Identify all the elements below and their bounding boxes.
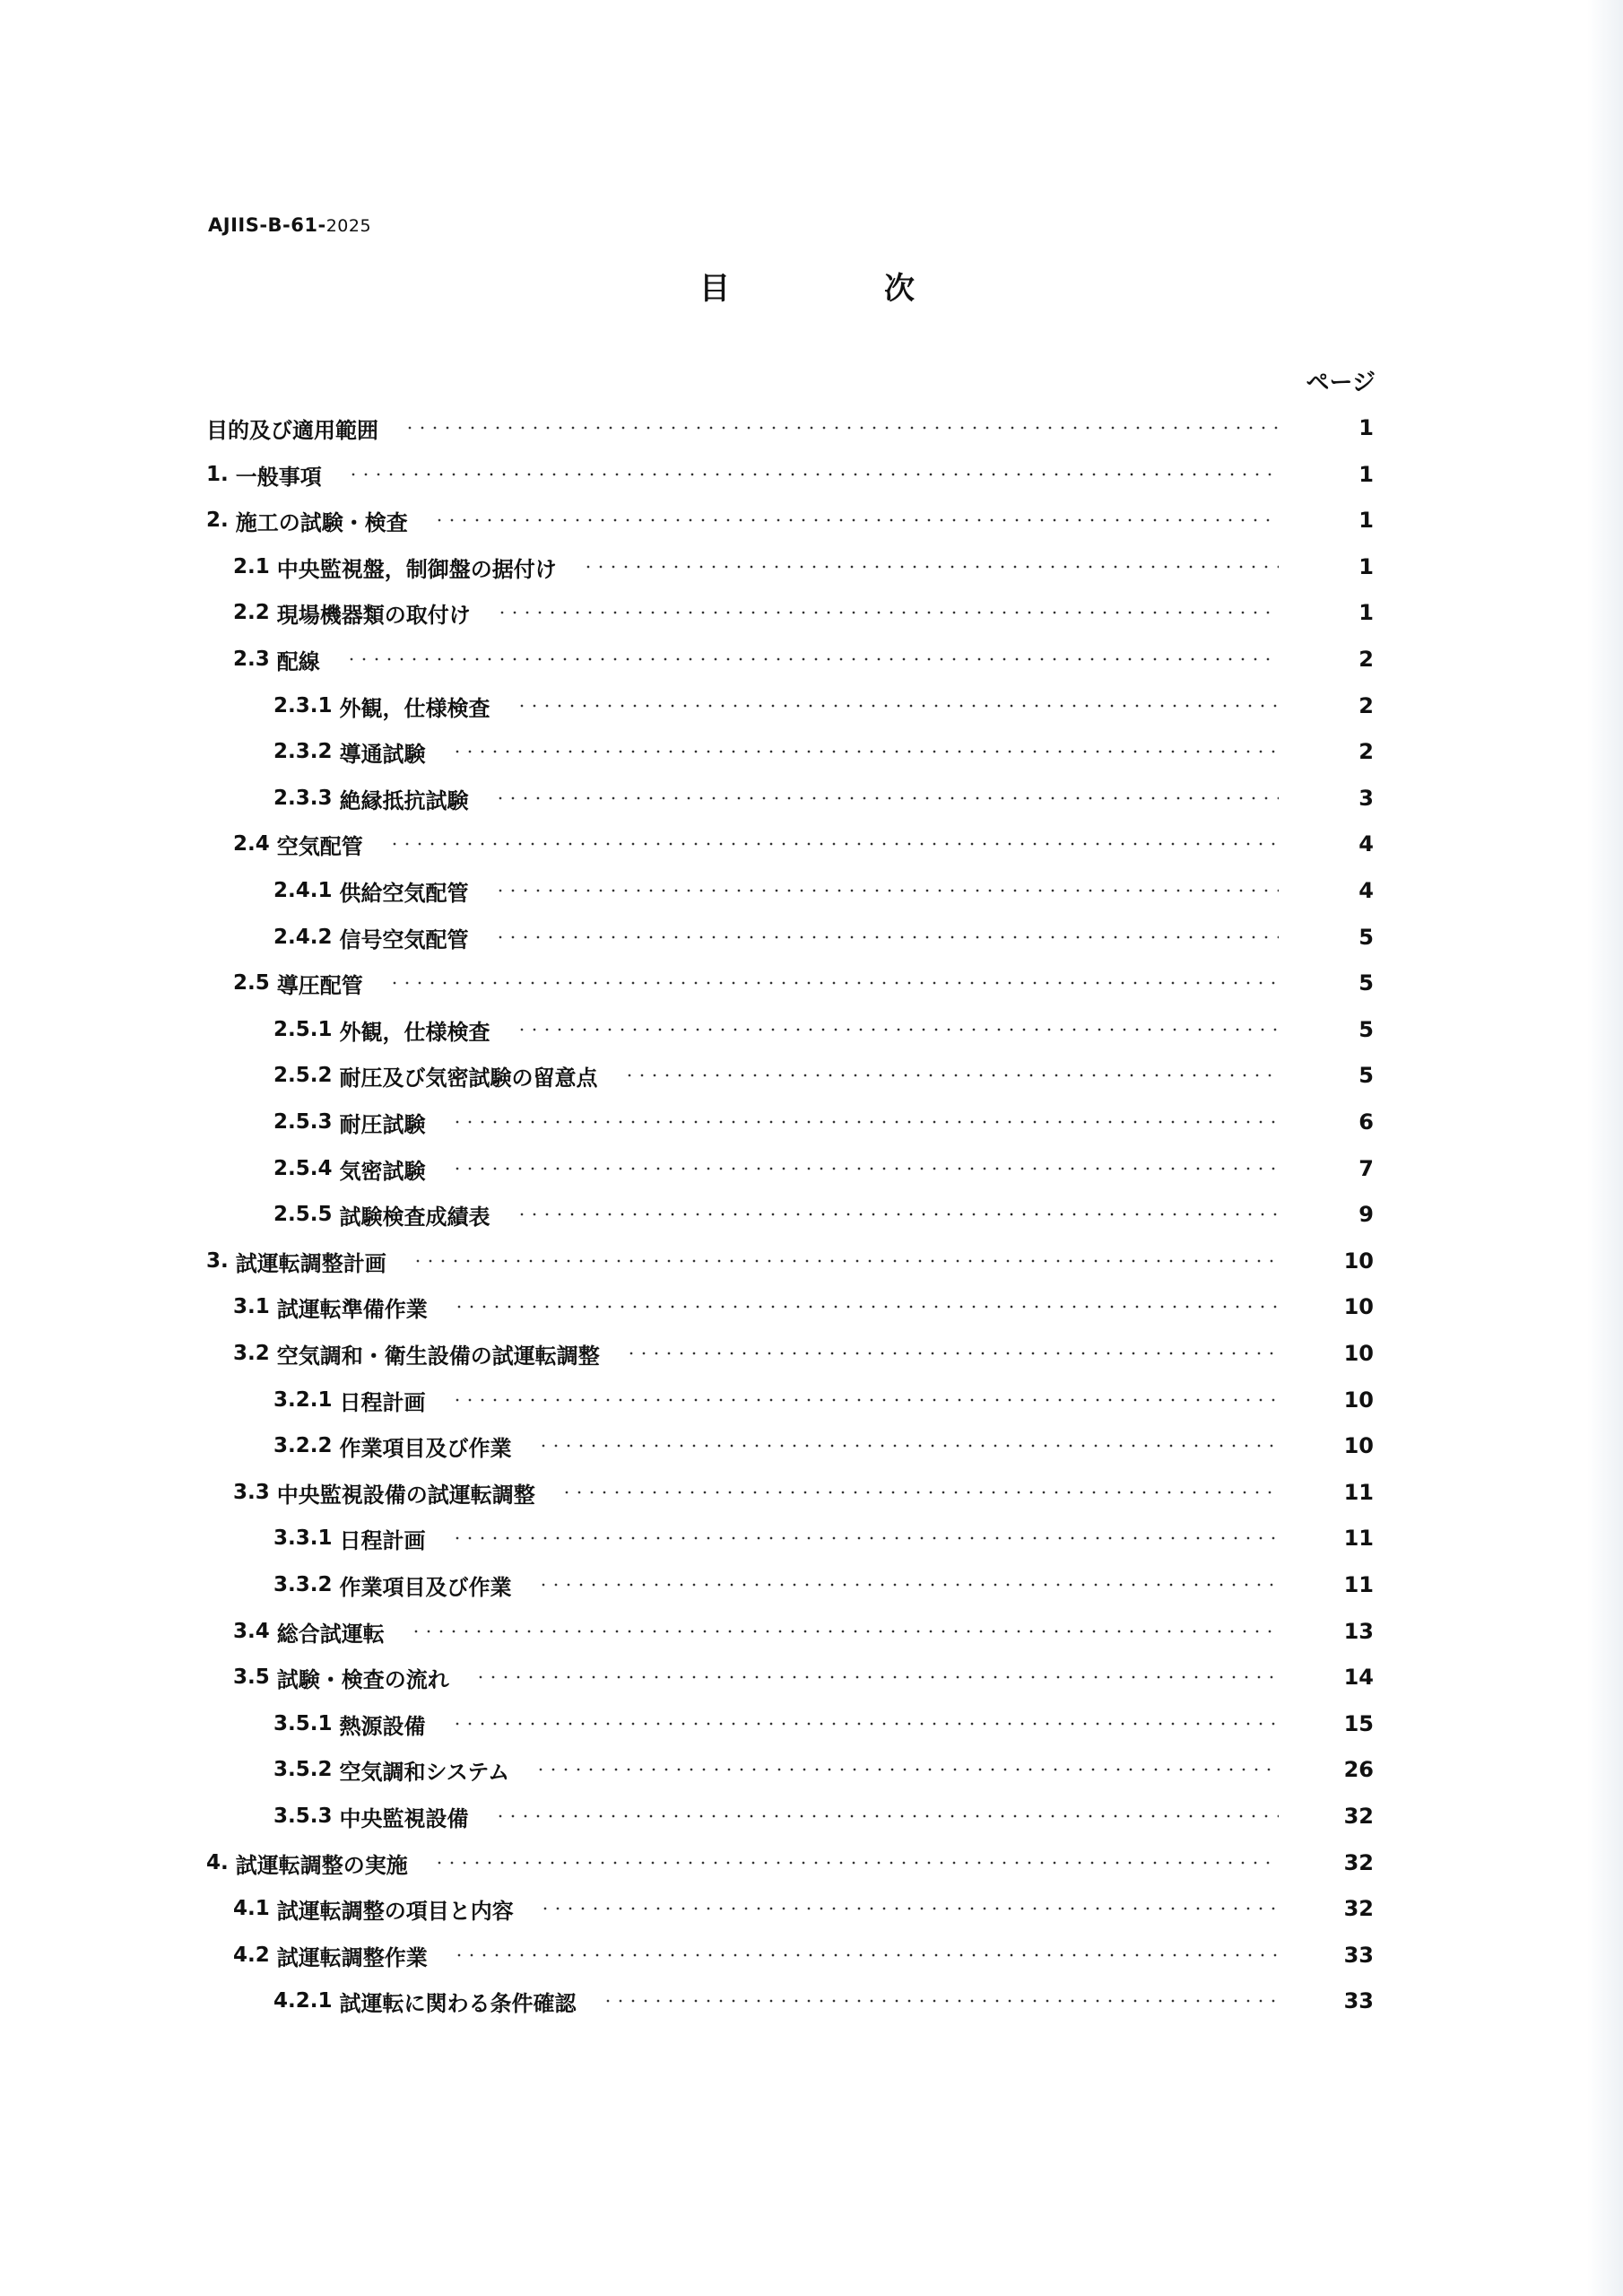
toc-dot-leader bbox=[602, 1999, 1280, 2003]
toc-entry-title: 中央監視盤，制御盤の据付け bbox=[276, 556, 557, 582]
toc-entry-number: 3.2 bbox=[233, 1342, 277, 1365]
toc-entry[interactable] bbox=[233, 1477, 1374, 1508]
toc-entry[interactable] bbox=[273, 875, 1374, 906]
toc-entry-title: 試運転調整の実施 bbox=[235, 1852, 408, 1878]
toc-entry[interactable] bbox=[273, 1801, 1374, 1831]
toc-entry-title: 日程計画 bbox=[339, 1389, 426, 1415]
toc-entry-number: 1. bbox=[206, 463, 236, 486]
toc-dot-leader bbox=[388, 981, 1279, 985]
toc-entry[interactable] bbox=[233, 644, 1374, 674]
toc-dot-leader bbox=[433, 518, 1279, 522]
toc-entry-number: 4.2.1 bbox=[273, 1989, 340, 2013]
toc-entry-number: 2.5.2 bbox=[273, 1064, 340, 1087]
toc-entry-title: 現場機器類の取付け bbox=[276, 602, 471, 628]
toc-dot-leader bbox=[412, 1259, 1279, 1263]
toc-entry-number: 4. bbox=[206, 1851, 236, 1874]
toc-dot-leader bbox=[347, 473, 1279, 476]
toc-dot-leader bbox=[494, 935, 1280, 939]
toc-dot-leader bbox=[388, 842, 1279, 846]
toc-entry-number: 3.5.1 bbox=[273, 1712, 340, 1735]
toc-entry-title: 外観，仕様検査 bbox=[339, 1019, 490, 1045]
toc-entry-title: 供給空気配管 bbox=[339, 880, 469, 906]
toc-entry[interactable] bbox=[273, 1709, 1374, 1739]
toc-entry-number: 4.1 bbox=[233, 1897, 277, 1920]
toc-dot-leader bbox=[623, 1074, 1280, 1077]
toc-entry-title: 試運転に関わる条件確認 bbox=[339, 1990, 577, 2016]
toc-entry-title: 信号空気配管 bbox=[339, 926, 469, 952]
toc-entry-title: 絶縁抵抗試験 bbox=[339, 787, 469, 813]
toc-dot-leader bbox=[494, 1814, 1280, 1818]
toc-entry-title: 作業項目及び作業 bbox=[339, 1435, 512, 1461]
toc-entry-title: 空気配管 bbox=[276, 833, 363, 859]
toc-entry-title: 空気調和・衛生設備の試運転調整 bbox=[276, 1343, 600, 1369]
toc-dot-leader bbox=[451, 1722, 1280, 1726]
toc-entry-title: 目的及び適用範囲 bbox=[206, 417, 378, 443]
toc-entry-number: 3.2.2 bbox=[273, 1434, 340, 1457]
toc-dot-leader bbox=[516, 1213, 1280, 1216]
toc-dot-leader bbox=[539, 1907, 1279, 1910]
toc-dot-leader bbox=[451, 1120, 1280, 1124]
toc-entry-page-number: 1 bbox=[1358, 600, 1374, 625]
toc-dot-leader bbox=[410, 1630, 1279, 1633]
toc-entry-page-number: 10 bbox=[1343, 1433, 1374, 1458]
toc-entry-page-number: 1 bbox=[1358, 554, 1374, 579]
toc-entry[interactable] bbox=[273, 1431, 1374, 1461]
toc-entry-page-number: 11 bbox=[1343, 1526, 1374, 1551]
toc-entry-page-number: 10 bbox=[1343, 1248, 1374, 1274]
page-column-header: ページ bbox=[1306, 370, 1376, 396]
page-title-char-2: 次 bbox=[884, 271, 915, 307]
toc-entry[interactable] bbox=[233, 597, 1374, 628]
toc-entry-number: 2.4.1 bbox=[273, 879, 340, 902]
toc-dot-leader bbox=[404, 426, 1279, 430]
toc-dot-leader bbox=[494, 796, 1280, 800]
toc-entry-title: 熱源設備 bbox=[339, 1713, 426, 1739]
toc-entry[interactable] bbox=[206, 1848, 1374, 1878]
toc-entry-number: 3.5 bbox=[233, 1665, 277, 1689]
document-code-text: AJIIS-B-61- bbox=[208, 214, 326, 236]
toc-entry-page-number: 5 bbox=[1358, 925, 1374, 950]
toc-entry-number: 3.4 bbox=[233, 1620, 277, 1643]
toc-entry-number: 2.3.3 bbox=[273, 787, 340, 810]
toc-entry[interactable] bbox=[273, 1523, 1374, 1553]
toc-entry[interactable] bbox=[233, 1662, 1374, 1692]
toc-entry-page-number: 10 bbox=[1343, 1387, 1374, 1413]
toc-entry-number: 3.2.1 bbox=[273, 1388, 340, 1412]
toc-entry-page-number: 32 bbox=[1343, 1850, 1374, 1875]
toc-entry-page-number: 6 bbox=[1358, 1109, 1374, 1135]
toc-entry-page-number: 2 bbox=[1358, 739, 1374, 764]
toc-entry-title: 試運転調整の項目と内容 bbox=[276, 1898, 514, 1924]
toc-entry-title: 日程計画 bbox=[339, 1527, 426, 1553]
toc-entry-page-number: 5 bbox=[1358, 1017, 1374, 1042]
toc-entry-page-number: 2 bbox=[1358, 693, 1374, 718]
toc-entry-page-number: 3 bbox=[1358, 786, 1374, 811]
toc-entry[interactable] bbox=[233, 1338, 1374, 1369]
toc-entry[interactable] bbox=[273, 691, 1374, 721]
toc-entry[interactable] bbox=[273, 1014, 1374, 1045]
toc-entry[interactable] bbox=[273, 1385, 1374, 1415]
toc-entry-title: 耐圧試験 bbox=[339, 1111, 426, 1137]
toc-entry-number: 2.5 bbox=[233, 971, 277, 995]
toc-entry-number: 3.1 bbox=[233, 1295, 277, 1318]
toc-entry[interactable] bbox=[233, 829, 1374, 859]
toc-entry-page-number: 9 bbox=[1358, 1202, 1374, 1227]
toc-entry[interactable] bbox=[273, 922, 1374, 952]
toc-entry-page-number: 33 bbox=[1343, 1943, 1374, 1968]
toc-entry-number: 2.4.2 bbox=[273, 926, 340, 949]
toc-dot-leader bbox=[516, 704, 1280, 708]
toc-entry-page-number: 15 bbox=[1343, 1711, 1374, 1736]
toc-entry-page-number: 33 bbox=[1343, 1988, 1374, 2013]
toc-entry[interactable] bbox=[273, 1754, 1374, 1785]
toc-dot-leader bbox=[560, 1491, 1279, 1494]
toc-dot-leader bbox=[451, 750, 1280, 753]
toc-entry-title: 気密試験 bbox=[339, 1158, 426, 1184]
toc-entry-page-number: 1 bbox=[1358, 415, 1374, 440]
toc-entry-title: 試運転準備作業 bbox=[276, 1296, 428, 1322]
toc-entry[interactable] bbox=[206, 505, 1374, 535]
toc-entry-page-number: 4 bbox=[1358, 831, 1374, 857]
toc-dot-leader bbox=[494, 889, 1280, 892]
toc-entry[interactable] bbox=[233, 1292, 1374, 1322]
toc-dot-leader bbox=[537, 1444, 1280, 1448]
toc-entry-number: 2.2 bbox=[233, 601, 277, 624]
toc-entry-page-number: 7 bbox=[1358, 1156, 1374, 1181]
toc-entry-page-number: 5 bbox=[1358, 1063, 1374, 1088]
toc-entry-page-number: 5 bbox=[1358, 970, 1374, 996]
toc-entry[interactable] bbox=[233, 552, 1374, 582]
toc-entry-number: 2.5.4 bbox=[273, 1157, 340, 1180]
toc-entry-number: 2.5.1 bbox=[273, 1018, 340, 1041]
scan-edge-shading bbox=[1587, 0, 1623, 2296]
toc-entry[interactable] bbox=[206, 459, 1374, 490]
toc-entry[interactable] bbox=[273, 1199, 1374, 1230]
toc-dot-leader bbox=[496, 611, 1279, 614]
toc-entry-title: 耐圧及び気密試験の留意点 bbox=[339, 1065, 598, 1091]
toc-entry[interactable] bbox=[206, 1246, 1374, 1276]
toc-entry[interactable] bbox=[233, 1616, 1374, 1647]
toc-entry-title: 導圧配管 bbox=[276, 972, 363, 998]
toc-entry-page-number: 1 bbox=[1358, 462, 1374, 487]
toc-entry-title: 配線 bbox=[276, 648, 320, 674]
toc-entry-title: 空気調和システム bbox=[339, 1759, 510, 1785]
toc-entry-number: 3.3.1 bbox=[273, 1526, 340, 1550]
toc-dot-leader bbox=[534, 1768, 1279, 1771]
toc-dot-leader bbox=[451, 1398, 1280, 1402]
toc-entry-page-number: 13 bbox=[1343, 1619, 1374, 1644]
toc-entry-title: 試験検査成績表 bbox=[339, 1204, 490, 1230]
toc-entry[interactable] bbox=[233, 968, 1374, 998]
toc-entry-number: 3.3.2 bbox=[273, 1573, 340, 1596]
toc-entry-page-number: 11 bbox=[1343, 1480, 1374, 1505]
toc-entry[interactable] bbox=[273, 736, 1374, 767]
page-title-char-1: 目 bbox=[699, 271, 730, 307]
document-year: 2025 bbox=[325, 216, 372, 236]
toc-entry-title: 中央監視設備 bbox=[339, 1805, 469, 1831]
toc-entry-page-number: 10 bbox=[1343, 1341, 1374, 1366]
toc-entry-number: 2.4 bbox=[233, 832, 277, 856]
toc-dot-leader bbox=[345, 657, 1279, 661]
toc-entry-page-number: 11 bbox=[1343, 1572, 1374, 1597]
toc-dot-leader bbox=[451, 1167, 1280, 1170]
toc-entry-page-number: 1 bbox=[1358, 508, 1374, 533]
toc-dot-leader bbox=[582, 565, 1279, 569]
toc-entry-number: 2.5.3 bbox=[273, 1110, 340, 1134]
toc-entry-number: 2. bbox=[206, 509, 236, 532]
toc-entry-page-number: 32 bbox=[1343, 1804, 1374, 1829]
toc-dot-leader bbox=[433, 1861, 1279, 1865]
toc-entry[interactable] bbox=[273, 1570, 1374, 1600]
toc-dot-leader bbox=[625, 1352, 1279, 1355]
toc-dot-leader bbox=[474, 1675, 1279, 1679]
toc-entry-title: 試験・検査の流れ bbox=[276, 1666, 449, 1692]
toc-entry-page-number: 10 bbox=[1343, 1294, 1374, 1319]
toc-entry-title: 中央監視設備の試運転調整 bbox=[276, 1482, 535, 1508]
toc-entry-number: 2.3.2 bbox=[273, 740, 340, 763]
toc-entry-title: 総合試運転 bbox=[276, 1621, 385, 1647]
toc-entry[interactable] bbox=[273, 783, 1374, 813]
toc-entry-title: 作業項目及び作業 bbox=[339, 1574, 512, 1600]
toc-entry-number: 4.2 bbox=[233, 1944, 277, 1967]
toc-entry-title: 導通試験 bbox=[339, 741, 426, 767]
toc-dot-leader bbox=[453, 1305, 1279, 1309]
toc-entry-number: 2.1 bbox=[233, 555, 277, 578]
toc-entry-number: 3. bbox=[206, 1249, 236, 1273]
toc-entry-number: 3.5.2 bbox=[273, 1758, 340, 1781]
toc-entry-title: 一般事項 bbox=[235, 464, 322, 490]
toc-dot-leader bbox=[537, 1583, 1280, 1587]
toc-entry-title: 試運転調整作業 bbox=[276, 1944, 428, 1970]
toc-entry-page-number: 26 bbox=[1343, 1757, 1374, 1782]
toc-entry-number: 2.3.1 bbox=[273, 694, 340, 718]
toc-entry-title: 施工の試験・検査 bbox=[235, 509, 408, 535]
toc-entry[interactable] bbox=[206, 413, 1374, 443]
toc-dot-leader bbox=[453, 1953, 1279, 1957]
toc-dot-leader bbox=[451, 1536, 1280, 1540]
toc-entry-page-number: 14 bbox=[1343, 1665, 1374, 1690]
toc-entry-title: 試運転調整計画 bbox=[235, 1250, 386, 1276]
toc-entry[interactable] bbox=[233, 1893, 1374, 1924]
toc-entry-number: 3.5.3 bbox=[273, 1805, 340, 1828]
toc-entry-number: 2.3 bbox=[233, 648, 277, 671]
toc-entry-page-number: 4 bbox=[1358, 878, 1374, 903]
toc-entry-page-number: 32 bbox=[1343, 1896, 1374, 1921]
toc-entry[interactable] bbox=[233, 1940, 1374, 1970]
toc-entry-title: 外観，仕様検査 bbox=[339, 695, 490, 721]
toc-entry-number: 3.3 bbox=[233, 1481, 277, 1504]
toc-entry[interactable] bbox=[273, 1107, 1374, 1137]
toc-entry-number: 2.5.5 bbox=[273, 1203, 340, 1226]
toc-entry[interactable] bbox=[273, 1986, 1374, 2016]
toc-entry[interactable] bbox=[273, 1153, 1374, 1184]
toc-entry-page-number: 2 bbox=[1358, 647, 1374, 672]
toc-dot-leader bbox=[516, 1028, 1280, 1031]
toc-entry[interactable] bbox=[273, 1060, 1374, 1091]
